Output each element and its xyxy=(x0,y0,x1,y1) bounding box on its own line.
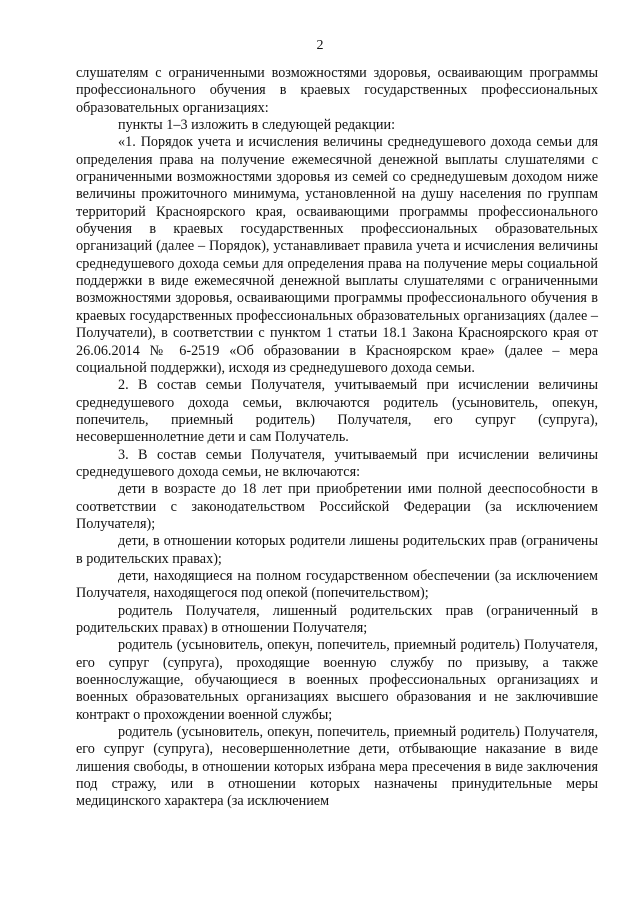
paragraph: дети в возрасте до 18 лет при приобретении ими полной дееспособности в соответствии с законодательством Российской Федерации (за исключением Получателя); xyxy=(76,481,598,532)
paragraph: слушателям с ограниченными возможностями здоровья, осваивающим программы профессионального обучения в краевых государственных профессиональных образовательных организациях: xyxy=(76,65,598,116)
paragraph: дети, находящиеся на полном государственном обеспечении (за исключением Получателя, находящегося под опекой (попечительством); xyxy=(76,567,598,602)
paragraph: «1. Порядок учета и исчисления величины среднедушевого дохода семьи для определения права на получение ежемесячной денежной выплаты слушателями с ограниченными возможностями здоровья из семей со среднедушевым доходом ниже величины прожиточного минимума, установленной на душу населения по группам территорий Красноярского края, осваивающими программы профессионального обучения в краевых государственных профессиональных образовательных организаций (далее – Порядок), устанавливает правила учета и исчисления величины среднедушевого дохода семьи для определения права на получение меры социальной поддержки в виде ежемесячной денежной выплаты слушателями с ограниченными возможностями здоровья, осваивающими программы профессионального обучения в краевых государственных профессиональных образовательных организациях (далее – Получатели), в соответствии с пунктом 1 статьи 18.1 Закона Красноярского края от 26.06.2014 № 6-2519 «Об образовании в Красноярском крае» (далее – мера социальной поддержки), исходя из среднедушевого дохода семьи. xyxy=(76,134,598,376)
document-body xyxy=(76,65,598,811)
paragraph: родитель (усыновитель, опекун, попечитель, приемный родитель) Получателя, его супруг (супруга), несовершеннолетние дети, отбывающие наказание в виде лишения свободы, в отношении которых избрана мера пресечения в виде заключения под стражу, или в отношении которых назначены принудительные меры медицинского характера (за исключением xyxy=(76,724,598,810)
paragraph: родитель (усыновитель, опекун, попечитель, приемный родитель) Получателя, его супруг (супруга), проходящие военную службу по призыву, а также военнослужащие, обучающиеся в военных профессиональных организациях и военных образовательных организациях высшего образования и не заключившие контракт о прохождении военной службы; xyxy=(76,637,598,723)
paragraph: 2. В состав семьи Получателя, учитываемый при исчислении величины среднедушевого дохода семьи, включаются родитель (усыновитель, опекун, попечитель, приемный родитель) Получателя, его супруг (супруга), несовершеннолетние дети и сам Получатель. xyxy=(76,377,598,446)
paragraph: 3. В состав семьи Получателя, учитываемый при исчислении величины среднедушевого дохода семьи, не включаются: xyxy=(76,446,598,480)
page-number: 2 xyxy=(316,38,324,53)
paragraph: пункты 1–3 изложить в следующей редакции: xyxy=(118,117,396,134)
paragraph: дети, в отношении которых родители лишены родительских прав (ограничены в родительских правах); xyxy=(76,533,598,567)
paragraph: родитель Получателя, лишенный родительских прав (ограниченный в родительских правах) в отношении Получателя; xyxy=(76,602,598,636)
